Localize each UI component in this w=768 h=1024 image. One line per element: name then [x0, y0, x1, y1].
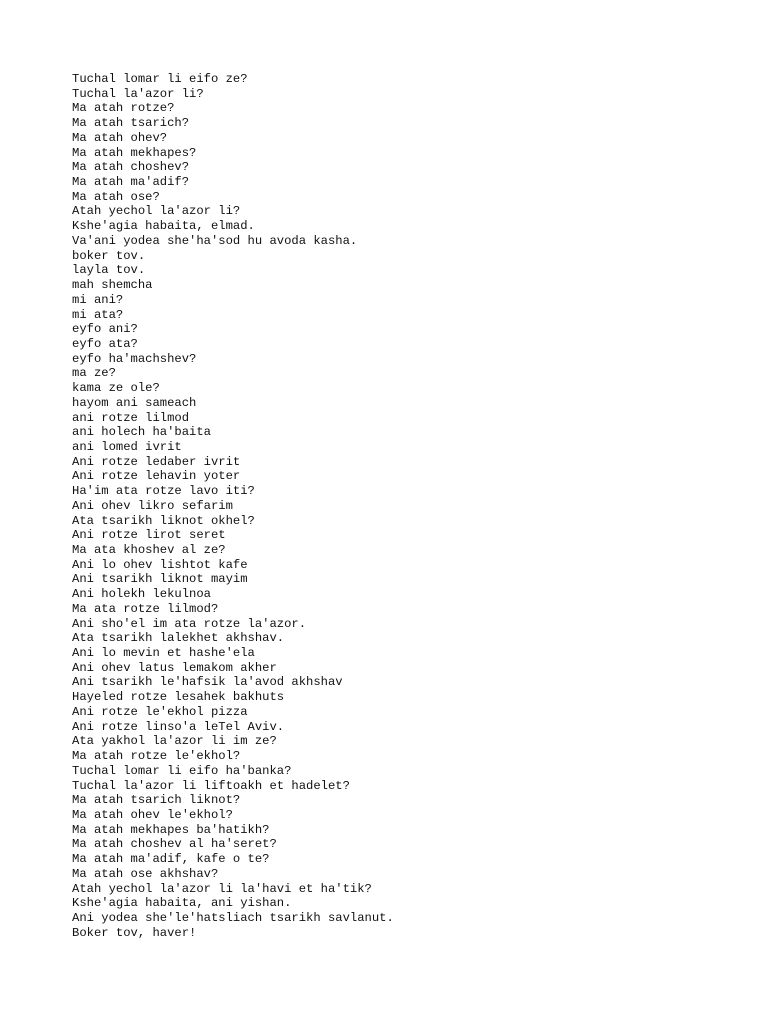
text-line: Ani rotze le'ekhol pizza [72, 704, 248, 719]
text-line: Ma atah ose akhshav? [72, 866, 219, 881]
text-line: Ma atah ohev? [72, 130, 168, 145]
text-line: ani rotze lilmod [72, 410, 190, 425]
text-line: Ani ohev likro sefarim [72, 498, 233, 513]
text-line: Ma atah mekhapes? [72, 145, 197, 160]
text-line: Ani sho'el im ata rotze la'azor. [72, 616, 307, 631]
text-line: eyfo ha'machshev? [72, 351, 197, 366]
text-line: Ma atah choshev? [72, 160, 190, 175]
text-line: Ani tsarikh liknot mayim [72, 572, 248, 587]
text-line: mi ata? [72, 307, 124, 322]
text-line: Ani rotze ledaber ivrit [72, 454, 241, 469]
text-line: Ani lo ohev lishtot kafe [72, 557, 248, 572]
text-line: Kshe'agia habaita, ani yishan. [72, 896, 292, 911]
text-line: Kshe'agia habaita, elmad. [72, 219, 255, 234]
text-line: mah shemcha [72, 278, 153, 293]
text-line: Ha'im ata rotze lavo iti? [72, 484, 255, 499]
text-line: Ani rotze lirot seret [72, 528, 226, 543]
text-line: Ani rotze linso'a leTel Aviv. [72, 719, 285, 734]
text-line: Ma atah rotze? [72, 101, 175, 116]
text-line: layla tov. [72, 263, 146, 278]
text-line: Ani tsarikh le'hafsik la'avod akhshav [72, 675, 343, 690]
text-line: Ma atah tsarich liknot? [72, 793, 241, 808]
text-line: Ma ata khoshev al ze? [72, 543, 226, 557]
text-line: Atah yechol la'azor li? [72, 204, 241, 219]
text-line: Ma atah mekhapes ba'hatikh? [72, 822, 270, 837]
text-line: ani holech ha'baita [72, 425, 211, 440]
text-line: eyfo ani? [72, 322, 138, 337]
text-line: Hayeled rotze lesahek bakhuts [72, 690, 285, 705]
text-line: Ani yodea she'le'hatsliach tsarikh savlanut. [72, 910, 394, 925]
text-line: eyfo ata? [72, 336, 138, 351]
text-line: Ma ata rotze lilmod? [72, 601, 219, 616]
text-line: Ata tsarikh liknot okhel? [72, 513, 255, 528]
text-line: Ani lo mevin et hashe'ela [72, 646, 255, 661]
text-line: Boker tov, haver! [72, 925, 197, 940]
text-line: Atah yechol la'azor li la'havi et ha'tik? [72, 881, 372, 896]
text-line: Ata yakhol la'azor li im ze? [72, 734, 277, 749]
text-line: Ani holekh lekulnoa [72, 587, 211, 602]
text-line: Ma atah tsarich? [72, 116, 190, 131]
text-line: boker tov. [72, 248, 146, 263]
text-line: ani lomed ivrit [72, 439, 182, 454]
text-line: Tuchal la'azor li liftoakh et hadelet? [72, 778, 350, 793]
text-line: Tuchal lomar li eifo ha'banka? [72, 763, 292, 778]
text-line: Ani ohev latus lemakom akher [72, 660, 277, 675]
text-block [72, 72, 394, 940]
text-line: Ma atah ma'adif? [72, 175, 190, 190]
text-line: mi ani? [72, 292, 124, 307]
text-line: hayom ani sameach [72, 395, 197, 410]
text-line: ma ze? [72, 366, 116, 381]
text-line: Tuchal lomar li eifo ze? [72, 72, 248, 86]
text-line: Ma atah ma'adif, kafe o te? [72, 852, 270, 867]
text-line: Ata tsarikh lalekhet akhshav. [72, 631, 285, 646]
text-line: Ma atah choshev al ha'seret? [72, 837, 277, 852]
text-line: Tuchal la'azor li? [72, 86, 204, 101]
text-line: Va'ani yodea she'ha'sod hu avoda kasha. [72, 233, 358, 248]
text-line: Ma atah ose? [72, 189, 160, 204]
text-line: Ma atah ohev le'ekhol? [72, 807, 233, 822]
text-line: Ma atah rotze le'ekhol? [72, 749, 241, 764]
text-line: Ani rotze lehavin yoter [72, 469, 241, 484]
text-line: kama ze ole? [72, 381, 160, 396]
